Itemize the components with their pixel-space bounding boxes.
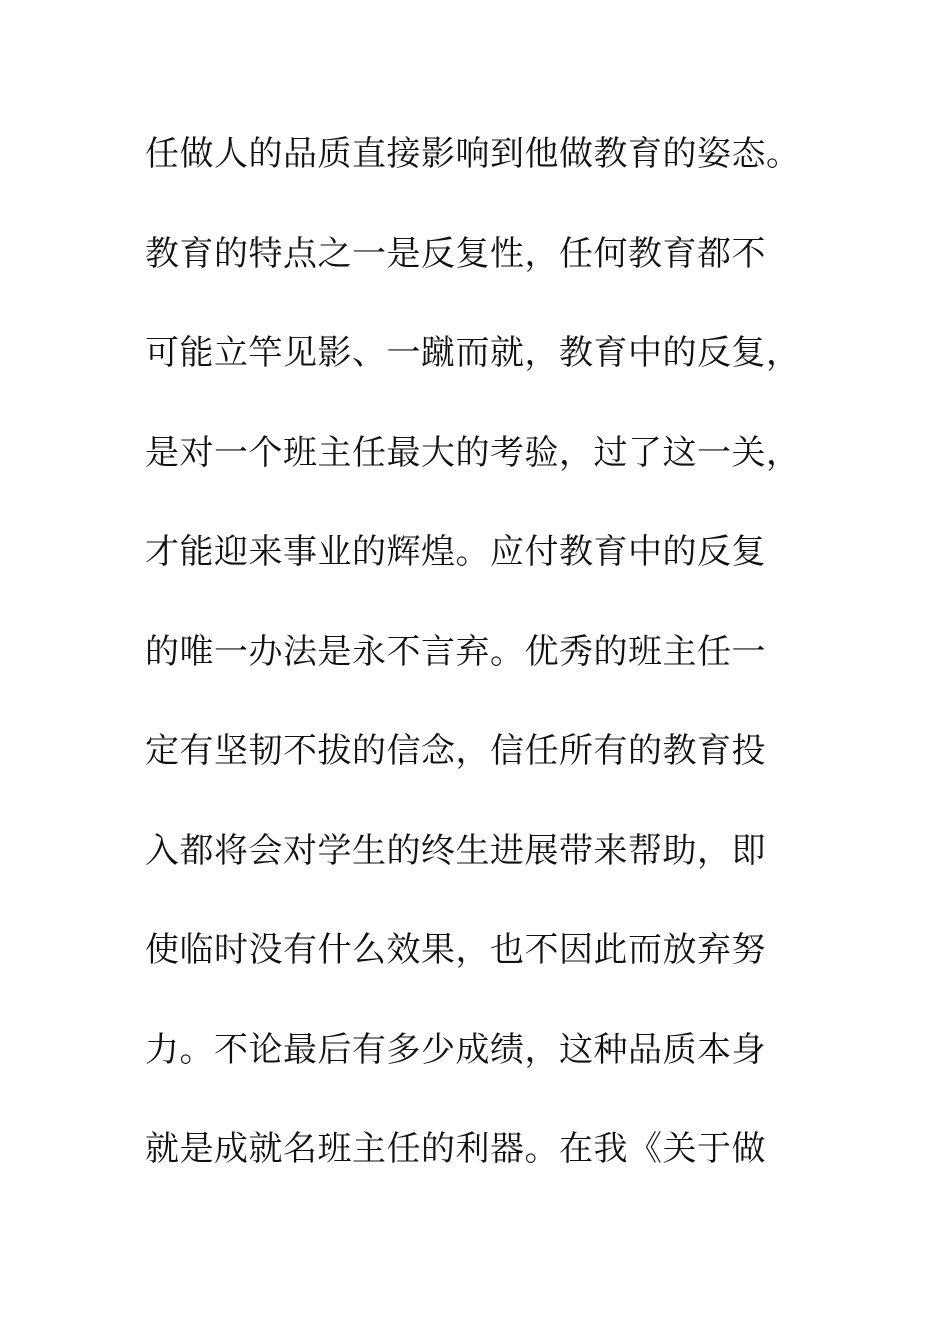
text-line: 使临时没有什么效果，也不因此而放弃努	[145, 930, 766, 970]
text-line: 入都将会对学生的终生进展带来帮助，即	[145, 830, 766, 871]
text-line: 可能立竿见影、一蹴而就，教育中的反复，	[145, 333, 801, 373]
text-line: 的唯一办法是永不言弃。优秀的班主任一	[145, 631, 766, 672]
text-line: 任做人的品质直接影响到他做教育的姿态。	[145, 134, 801, 174]
text-line: 就是成就名班主任的利器。在我《关于做	[145, 1129, 766, 1169]
text-line: 力。不论最后有多少成绩，这种品质本身	[145, 1029, 766, 1070]
text-line: 才能迎来事业的辉煌。应付教育中的反复	[145, 532, 766, 572]
text-line: 教育的特点之一是反复性，任何教育都不	[145, 233, 766, 274]
text-line: 定有坚韧不拔的信念，信任所有的教育投	[145, 731, 766, 771]
body-text	[145, 128, 805, 1223]
text-line: 是对一个班主任最大的考验，过了这一关，	[145, 432, 801, 473]
